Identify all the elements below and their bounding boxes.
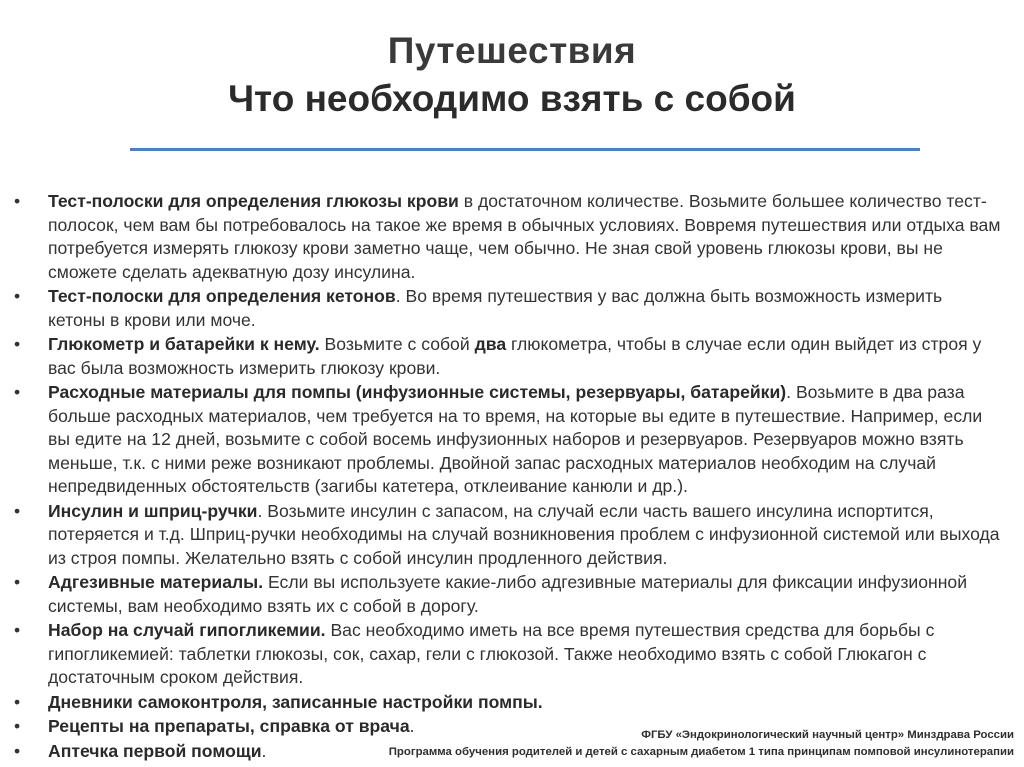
item-text: . Во время путешествия у вас должна быть возможность измерить кетоны в крови или моче. xyxy=(48,286,943,330)
item-inline-bold: два xyxy=(474,334,507,354)
list-item-insulin-pens xyxy=(14,500,1004,571)
bullet-icon: • xyxy=(14,286,21,306)
bullet-icon: • xyxy=(14,382,21,402)
item-heading: Расходные материалы для помпы (инфузионные системы, резервуары, батарейки) xyxy=(48,382,787,402)
item-heading: Набор на случай гипогликемии. xyxy=(48,620,326,640)
item-text: глюкометра, чтобы в случае если один выйдет из строя у вас была возможность измерить глюкозу крови. xyxy=(48,334,982,378)
footer-organization: ФГБУ «Эндокринологический научный центр» Минздрава России xyxy=(641,729,1014,741)
item-heading: Глюкометр и батарейки к нему. xyxy=(48,334,320,354)
title-main: Путешествия xyxy=(387,30,637,71)
list-item-hypoglycemia-kit xyxy=(14,619,1004,690)
checklist xyxy=(14,190,1004,764)
item-heading: Аптечка первой помощи xyxy=(48,740,262,761)
title-divider xyxy=(130,148,920,151)
item-text: Вас необходимо иметь на все время путешествия средства для борьбы с гипогликемией: таблетки глюкозы, сок, сахар, гели с глюкозой. Также необходимо взять с собой Глюкагон с достаточным сроком действия. xyxy=(48,620,935,687)
list-item-test-strips-glucose xyxy=(14,190,1004,284)
bullet-icon: • xyxy=(14,740,21,761)
footer-program: Программа обучения родителей и детей с сахарным диабетом 1 типа принципам помповой инсулинотерапии xyxy=(388,746,1014,758)
bullet-icon: • xyxy=(14,716,21,736)
list-item-test-strips-ketones xyxy=(14,285,1004,332)
item-text-before: Возьмите с собой xyxy=(319,334,475,354)
bullet-icon: • xyxy=(14,191,21,211)
bullet-icon: • xyxy=(14,500,21,521)
item-text: . Возьмите в два раза больше расходных материалов, чем требуется на то время, на которые вы едите в путешествие. Например, если вы едите на 12 дней, возьмите с собой восемь инфузионных наборов и резервуаров. Резервуаров можно взять меньше, т.к. с ними реже возникают проблемы. Двойной запас расходных материалов необходим на случай непредвиденных обстоятельств (загибы катетера, отклеивание канюли и др.). xyxy=(48,382,983,496)
bullet-icon: • xyxy=(14,334,21,354)
bullet-icon: • xyxy=(14,691,21,712)
bullet-icon: • xyxy=(14,572,21,592)
item-text: Если вы используете какие-либо адгезивные материалы для фиксации инфузионной системы, вам необходимо взять их с собой в дорогу. xyxy=(48,572,968,616)
list-item-diaries xyxy=(14,691,1004,715)
list-item-adhesives xyxy=(14,571,1004,618)
slide-title xyxy=(0,28,1024,122)
item-text: . Возьмите инсулин с запасом, на случай если часть вашего инсулина испортится, потеряется и т.д. Шприц-ручки необходимы на случай возникновения проблем с инфузионной системой или выхода из строя помпы. Желательно взять с собой инсулин продленного действия. xyxy=(48,500,1000,568)
item-heading: Рецепты на препараты, справка от врача xyxy=(48,716,410,736)
item-heading: Тест-полоски для определения глюкозы крови xyxy=(48,191,459,211)
title-subtitle: Что необходимо взять с собой xyxy=(228,78,796,119)
bullet-icon: • xyxy=(14,620,21,640)
list-item-glucometer xyxy=(14,333,1004,380)
item-heading: Инсулин и шприц-ручки xyxy=(48,500,258,521)
footer-credits xyxy=(389,727,1014,761)
item-text: в достаточном количестве. Возьмите большее количество тест-полосок, чем вам бы потребовалось на такое же время в обычных условиях. Вовремя путешествия или отдыха вам потребуется измерять глюкозу крови заметно чаще, чем обычно. Не зная свой уровень глюкозы крови, вы не сможете сделать адекватную дозу инсулина. xyxy=(48,191,1001,282)
list-item-pump-supplies xyxy=(14,381,1004,499)
item-heading: Тест-полоски для определения кетонов xyxy=(48,286,396,306)
item-heading: Адгезивные материалы. xyxy=(48,572,264,592)
item-heading: Дневники самоконтроля, записанные настройки помпы. xyxy=(48,691,543,712)
item-text: . xyxy=(409,716,415,736)
item-text: . xyxy=(261,740,267,761)
